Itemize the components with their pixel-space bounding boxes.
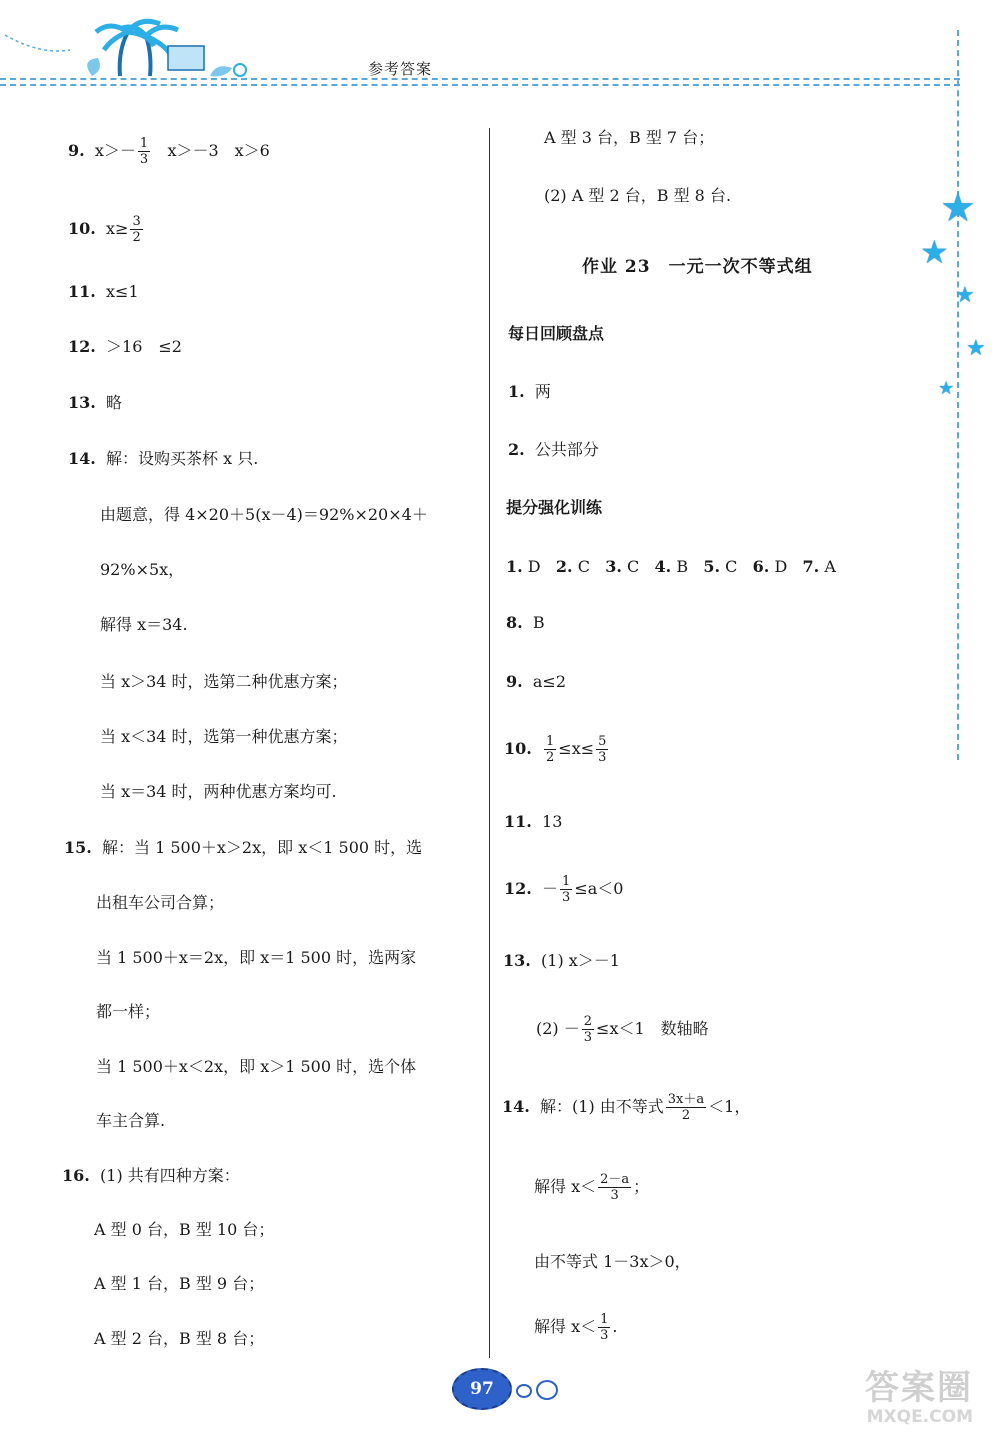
answer-text: (1) 共有四种方案： [100, 1166, 240, 1185]
answer-15-line: 出租车公司合算； [96, 893, 225, 912]
question-number: 13. [503, 951, 531, 970]
answer-14-line: 由题意，得 4×20＋5(x－4)＝92%×20×4＋ [100, 505, 428, 524]
answer-13-right [503, 951, 620, 971]
answer-text: x＞－3 x＞6 [167, 141, 270, 160]
right-margin-line [957, 30, 959, 760]
answer-text: ≤a＜0 [574, 879, 624, 898]
palm-tree-decoration [0, 10, 260, 82]
question-number: 4. [654, 557, 672, 576]
star-icon: ★ [966, 336, 986, 361]
subsection-title: 提分强化训练 [506, 498, 603, 517]
header-divider [0, 78, 960, 80]
multiple-choice-answers [506, 557, 836, 577]
fraction: $\frac{1}{3}$ [139, 136, 149, 167]
header-title: 参考答案 [368, 60, 433, 78]
answer-text: 解得 x＜ [534, 1177, 597, 1196]
fraction: $\frac{1}{3}$ [600, 1312, 609, 1343]
answer-14-line: 当 x＝34 时，两种优惠方案均可. [100, 782, 337, 801]
answer-text: 解：设购买茶杯 x 只. [106, 449, 259, 468]
question-number: 14. [68, 449, 96, 468]
question-number: 1. [508, 382, 525, 401]
answer-text: 解得 x＜ [534, 1317, 597, 1336]
answer-text: ≤x＜1 数轴略 [596, 1019, 709, 1038]
section-title: 作业 23 一元一次不等式组 [582, 257, 813, 277]
answer-text: (1) x＞－1 [541, 951, 620, 970]
fraction: $\frac{1}{2}$ [546, 734, 555, 765]
answer-text: 解：当 1 500＋x＞2x，即 x＜1 500 时，选 [102, 838, 423, 857]
question-number: 8. [506, 613, 523, 632]
daily-answer-1 [508, 382, 551, 402]
question-number: 10. [68, 219, 96, 238]
answer-13-part2 [536, 1014, 709, 1045]
answer-15-line: 当 1 500＋x＝2x，即 x＝1 500 时，选两家 [96, 948, 417, 967]
answer-14-right [502, 1092, 750, 1123]
watermark-logo: 答案圈 MXQE.COM [865, 1368, 973, 1427]
question-number: 11. [68, 282, 96, 301]
answer-15-line: 都一样； [96, 1002, 161, 1021]
choice-answer: C [577, 557, 590, 576]
question-number: 15. [64, 838, 92, 857]
star-icon: ★ [940, 185, 976, 231]
answer-text: x≤1 [106, 282, 139, 301]
question-number: 10. [504, 739, 532, 758]
choice-answer: C [627, 557, 640, 576]
answer-text: B [532, 613, 545, 632]
daily-answer-2 [508, 440, 599, 460]
bubble-decoration [536, 1380, 558, 1400]
answer-15-line [64, 838, 422, 858]
answer-14-line: 当 x＜34 时，选第一种优惠方案； [100, 727, 348, 746]
star-icon: ★ [938, 378, 955, 399]
answer-14-line [534, 1312, 618, 1343]
fraction: $\frac{1}{3}$ [562, 874, 571, 905]
question-number: 9. [68, 141, 85, 160]
answer-text: a≤2 [532, 672, 566, 691]
bubble-decoration [516, 1384, 532, 1398]
question-number: 11. [504, 812, 532, 831]
answer-16-continued: A 型 3 台，B 型 7 台； [544, 128, 715, 147]
answer-text: 两 [534, 382, 551, 401]
header-divider-2 [0, 84, 960, 86]
answer-text: x＞－ [94, 141, 136, 160]
answer-16-part2: (2) A 型 2 台，B 型 8 台. [544, 186, 732, 205]
subsection-title: 每日回顾盘点 [508, 324, 605, 343]
question-number: 6. [752, 557, 770, 576]
answer-16-line: A 型 1 台，B 型 9 台； [94, 1274, 265, 1293]
answer-text: 略 [106, 393, 123, 412]
question-number: 9. [506, 672, 523, 691]
question-number: 12. [68, 337, 96, 356]
question-number: 13. [68, 393, 96, 412]
answer-text: . [612, 1317, 618, 1336]
choice-answer: C [725, 557, 738, 576]
answer-15-line: 车主合算. [96, 1111, 166, 1130]
answer-text: 13 [542, 812, 563, 831]
answer-text: ； [633, 1177, 650, 1196]
answer-14-line: 由不等式 1－3x＞0， [534, 1252, 691, 1271]
answer-14-line: 92%×5x， [100, 560, 185, 579]
answer-9 [68, 136, 270, 167]
answer-text: 解：(1) 由不等式 [540, 1097, 664, 1116]
question-number: 5. [703, 557, 721, 576]
choice-answer: B [676, 557, 689, 576]
star-icon: ★ [920, 233, 949, 271]
answer-text: ＜1， [708, 1097, 751, 1116]
answer-13 [68, 393, 122, 413]
question-number: 14. [502, 1097, 530, 1116]
choice-answer: D [774, 557, 788, 576]
column-divider [489, 128, 490, 1358]
question-number: 1. [506, 557, 523, 576]
answer-16-line: A 型 0 台，B 型 10 台； [94, 1220, 275, 1239]
answer-11-right [504, 812, 562, 832]
question-number: 3. [605, 557, 622, 576]
answer-14-line: 当 x＞34 时，选第二种优惠方案； [100, 672, 348, 691]
answer-text: x≥ [106, 219, 129, 238]
answer-text: ≤x≤ [558, 739, 595, 758]
answer-14-line [534, 1172, 649, 1203]
answer-16-line [62, 1166, 240, 1186]
answer-10 [68, 214, 145, 245]
question-number: 12. [504, 879, 532, 898]
answer-15-line: 当 1 500＋x＜2x，即 x＞1 500 时，选个体 [96, 1057, 417, 1076]
answer-14-line [68, 449, 258, 469]
fraction: $\frac{5}{3}$ [598, 734, 607, 765]
answer-text: 公共部分 [534, 440, 599, 459]
question-number: 7. [802, 557, 820, 576]
choice-answer: D [527, 557, 541, 576]
answer-12 [68, 337, 182, 357]
answer-10-right [504, 734, 610, 765]
answer-text: (2) － [536, 1019, 580, 1038]
page-number-badge: 97 [452, 1368, 512, 1410]
answer-9-right [506, 672, 566, 692]
star-icon: ★ [955, 283, 975, 308]
answer-11 [68, 282, 139, 302]
choice-answer: A [824, 557, 836, 576]
question-number: 2. [508, 440, 525, 459]
fraction: $\frac{2-a}{3}$ [600, 1172, 630, 1203]
question-number: 2. [555, 557, 573, 576]
answer-16-line: A 型 2 台，B 型 8 台； [94, 1329, 265, 1348]
fraction: $\frac{3}{2}$ [132, 214, 141, 245]
fraction: $\frac{2}{3}$ [583, 1014, 593, 1045]
answer-8 [506, 613, 545, 633]
answer-text: ＞16 ≤2 [106, 337, 182, 356]
answer-14-line: 解得 x＝34. [100, 615, 188, 634]
answer-12-right [504, 874, 623, 905]
answer-text: － [542, 879, 559, 898]
fraction: $\frac{3x+a}{2}$ [667, 1092, 705, 1123]
question-number: 16. [62, 1166, 90, 1185]
